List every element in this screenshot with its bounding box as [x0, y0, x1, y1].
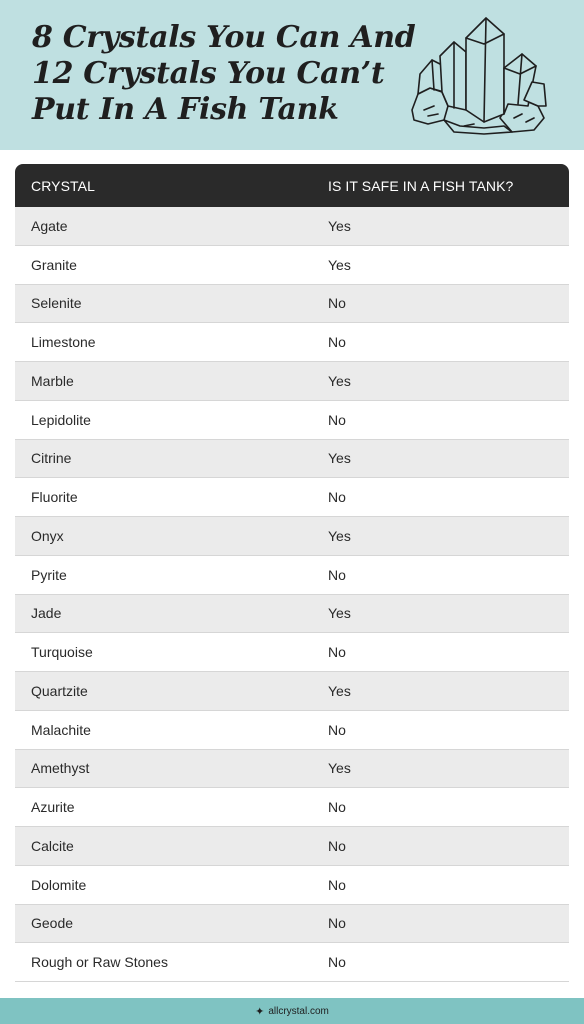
footer-site-link[interactable]: allcrystal.com	[268, 1005, 329, 1017]
crystal-name: Quartzite	[31, 682, 88, 699]
table-row	[15, 556, 569, 595]
crystal-name: Selenite	[31, 295, 82, 312]
crystal-name: Jade	[31, 605, 62, 622]
safety-value: No	[328, 644, 346, 661]
safety-value: Yes	[328, 527, 351, 544]
crystal-name: Rough or Raw Stones	[31, 954, 168, 971]
crystal-cluster-icon	[404, 14, 550, 136]
safety-value: No	[328, 721, 346, 738]
table-body	[15, 207, 569, 982]
crystal-name: Malachite	[31, 721, 91, 738]
crystal-name: Dolomite	[31, 876, 87, 893]
crystal-name: Lepidolite	[31, 411, 91, 428]
crystal-name: Azurite	[31, 799, 75, 816]
table-row	[15, 827, 569, 866]
safety-value: No	[328, 876, 346, 893]
table-row	[15, 633, 569, 672]
crystal-name: Turquoise	[31, 644, 93, 661]
safety-value: No	[328, 799, 346, 816]
crystal-name: Amethyst	[31, 760, 90, 777]
table-row	[15, 905, 569, 944]
crystal-name: Onyx	[31, 527, 64, 544]
safety-value: No	[328, 295, 346, 312]
table-row	[15, 207, 569, 246]
safety-value: No	[328, 954, 346, 971]
crystal-name: Granite	[31, 256, 77, 273]
title-line-2: 12 Crystals You Can’t	[32, 56, 385, 91]
table-row	[15, 672, 569, 711]
crystal-name: Citrine	[31, 450, 72, 467]
crystal-name: Calcite	[31, 837, 74, 854]
safety-value: Yes	[328, 682, 351, 699]
column-header-safe: IS IT SAFE IN A FISH TANK?	[328, 177, 514, 194]
table-row	[15, 595, 569, 634]
page-title	[32, 20, 416, 128]
safety-value: Yes	[328, 217, 351, 234]
footer-bar	[0, 998, 584, 1024]
safety-value: No	[328, 915, 346, 932]
table-row	[15, 478, 569, 517]
crystal-safety-table	[15, 164, 569, 982]
safety-value: Yes	[328, 372, 351, 389]
table-row	[15, 517, 569, 556]
safety-value: No	[328, 837, 346, 854]
table-row	[15, 323, 569, 362]
table-row	[15, 401, 569, 440]
crystal-name: Agate	[31, 217, 68, 234]
column-header-crystal: CRYSTAL	[31, 177, 95, 194]
table-row	[15, 788, 569, 827]
table-header	[15, 164, 569, 207]
safety-value: Yes	[328, 450, 351, 467]
header-banner	[0, 0, 584, 150]
table-row	[15, 440, 569, 479]
title-line-1: 8 Crystals You Can And	[32, 20, 416, 55]
safety-value: Yes	[328, 256, 351, 273]
crystal-name: Marble	[31, 372, 74, 389]
safety-value: Yes	[328, 760, 351, 777]
safety-value: No	[328, 411, 346, 428]
table-row	[15, 750, 569, 789]
crystal-name: Limestone	[31, 334, 96, 351]
table-row	[15, 866, 569, 905]
crystal-name: Geode	[31, 915, 74, 932]
title-line-3: Put In A Fish Tank	[32, 92, 339, 127]
safety-value: No	[328, 334, 346, 351]
table-row	[15, 362, 569, 401]
safety-value: No	[328, 566, 346, 583]
sparkle-icon: ✦	[255, 1005, 265, 1018]
table-row	[15, 285, 569, 324]
table-row	[15, 943, 569, 982]
safety-value: No	[328, 489, 346, 506]
crystal-name: Pyrite	[31, 566, 67, 583]
safety-value: Yes	[328, 605, 351, 622]
table-row	[15, 246, 569, 285]
crystal-name: Fluorite	[31, 489, 78, 506]
table-row	[15, 711, 569, 750]
